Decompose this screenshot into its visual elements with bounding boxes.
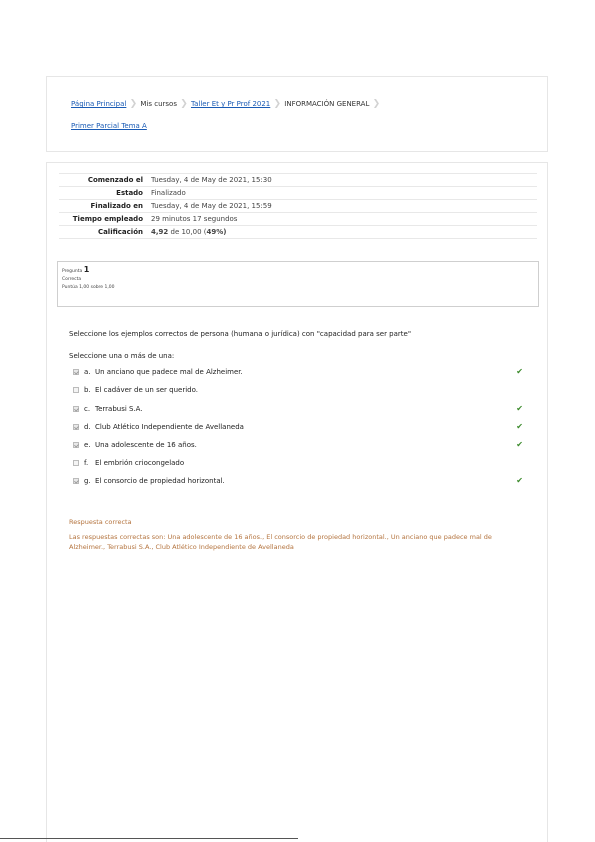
option-text: El embrión criocongelado xyxy=(95,459,185,467)
question-number: 1 xyxy=(83,265,90,274)
breadcrumb-my-courses[interactable]: Mis cursos xyxy=(140,100,177,108)
summary-row-grade xyxy=(59,226,537,239)
summary-row-time xyxy=(59,213,537,226)
option-text: Una adolescente de 16 años. xyxy=(95,441,197,449)
check-mark-icon: ✔ xyxy=(516,422,523,431)
option-letter: d. xyxy=(84,423,91,431)
answer-option-b xyxy=(73,384,527,396)
breadcrumb-section[interactable]: INFORMACIÓN GENERAL xyxy=(284,100,370,108)
option-text: Terrabusi S.A. xyxy=(95,405,143,413)
summary-label: Finalizado en xyxy=(59,200,147,213)
option-text: Un anciano que padece mal de Alzheimer. xyxy=(95,368,243,376)
breadcrumb-card xyxy=(46,76,548,152)
page-bottom-divider xyxy=(0,838,298,839)
summary-value: 29 minutos 17 segundos xyxy=(147,213,537,226)
question-score: Puntúa 1,00 sobre 1,00 xyxy=(62,285,115,290)
summary-label: Comenzado el xyxy=(59,174,147,187)
summary-row-finished xyxy=(59,200,537,213)
summary-label: Tiempo empleado xyxy=(59,213,147,226)
chevron-right-icon: ❯ xyxy=(180,99,188,109)
option-letter: e. xyxy=(84,441,91,449)
question-label: Pregunta xyxy=(62,269,83,274)
breadcrumb-course-link[interactable]: Taller Et y Pr Prof 2021 xyxy=(190,100,271,108)
chevron-right-icon: ❯ xyxy=(372,99,381,109)
grade-percent: 49 xyxy=(206,227,217,236)
option-letter: b. xyxy=(84,386,91,394)
option-checkbox[interactable] xyxy=(73,424,79,430)
summary-label: Calificación xyxy=(59,226,147,239)
option-letter: c. xyxy=(84,405,91,413)
summary-value: Tuesday, 4 de May de 2021, 15:30 xyxy=(147,174,537,187)
option-letter: f. xyxy=(84,459,89,467)
answer-option-c xyxy=(73,403,527,415)
option-text: El consorcio de propiedad horizontal. xyxy=(95,477,225,485)
answer-option-g xyxy=(73,475,527,487)
check-mark-icon: ✔ xyxy=(516,440,523,449)
check-mark-icon: ✔ xyxy=(516,476,523,485)
grade-value: 4,92 xyxy=(151,227,169,236)
breadcrumb xyxy=(71,99,383,109)
option-checkbox[interactable] xyxy=(73,369,79,375)
summary-row-state xyxy=(59,187,537,200)
option-checkbox[interactable] xyxy=(73,460,79,466)
summary-value: Tuesday, 4 de May de 2021, 15:59 xyxy=(147,200,537,213)
breadcrumb-second-row xyxy=(71,122,147,130)
summary-row-started xyxy=(59,174,537,187)
answer-option-e xyxy=(73,439,527,451)
feedback-correct-answers: Las respuestas correctas son: Una adolescente de 16 años., El consorcio de propiedad horizontal., Un anciano que padece mal de Alzheimer., Terrabusi S.A., Club Atlético Independiente de Avellaneda xyxy=(69,533,492,551)
summary-value xyxy=(147,226,537,239)
quiz-review-card xyxy=(46,162,548,842)
breadcrumb-home-link[interactable]: Página Principal xyxy=(71,100,127,108)
answer-option-f xyxy=(73,457,527,469)
option-checkbox[interactable] xyxy=(73,478,79,484)
answer-option-d xyxy=(73,421,527,433)
chevron-right-icon: ❯ xyxy=(129,99,138,109)
option-checkbox[interactable] xyxy=(73,442,79,448)
question-info-box xyxy=(57,261,539,307)
question-instruction: Seleccione una o más de una: xyxy=(69,352,175,360)
grade-percent-sign: %) xyxy=(216,227,227,236)
attempt-summary-table xyxy=(59,173,537,239)
summary-value: Finalizado xyxy=(147,187,537,200)
check-mark-icon: ✔ xyxy=(516,404,523,413)
option-letter: a. xyxy=(84,368,91,376)
question-text: Seleccione los ejemplos correctos de persona (humana o jurídica) con "capacidad para ser parte" xyxy=(69,330,412,338)
check-mark-icon: ✔ xyxy=(516,367,523,376)
question-status: Correcta xyxy=(62,277,82,282)
option-text: Club Atlético Independiente de Avellaneda xyxy=(95,423,244,431)
option-text: El cadáver de un ser querido. xyxy=(95,386,198,394)
grade-max: de 10,00 ( xyxy=(168,227,207,236)
option-checkbox[interactable] xyxy=(73,406,79,412)
chevron-right-icon: ❯ xyxy=(273,99,282,109)
answer-option-a xyxy=(73,366,527,378)
summary-label: Estado xyxy=(59,187,147,200)
breadcrumb-quiz-link[interactable]: Primer Parcial Tema A xyxy=(71,122,147,130)
option-letter: g. xyxy=(84,477,91,485)
feedback-title: Respuesta correcta xyxy=(69,518,132,526)
option-checkbox[interactable] xyxy=(73,387,79,393)
